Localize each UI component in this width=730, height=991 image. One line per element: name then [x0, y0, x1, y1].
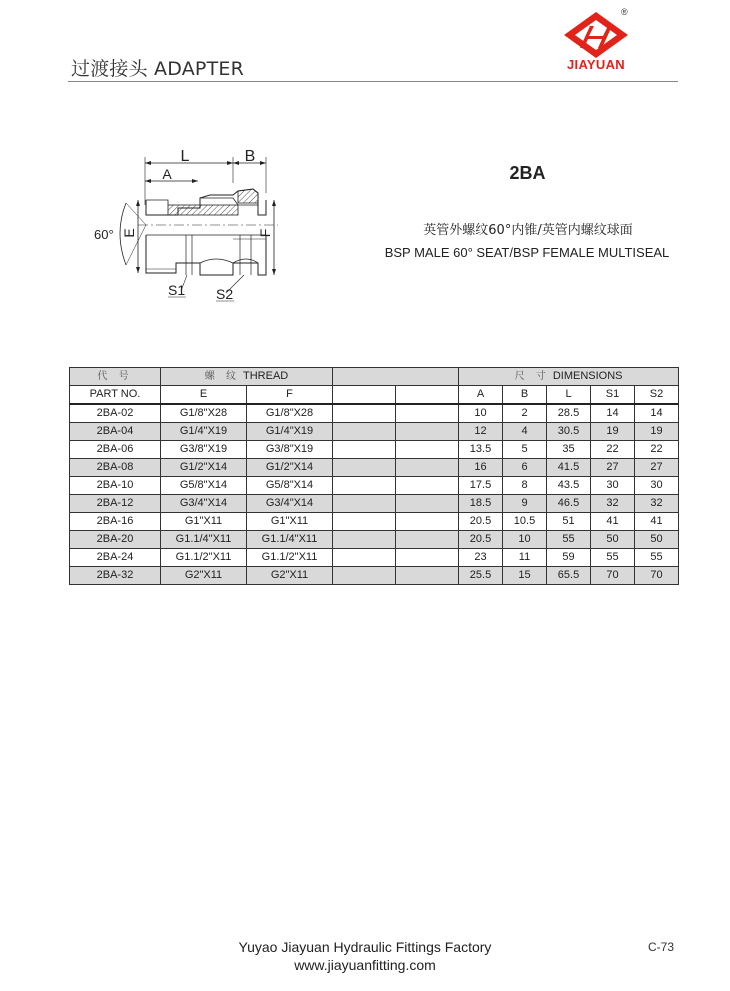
col-header: S1: [591, 386, 635, 405]
table-cell: 4: [503, 423, 547, 441]
table-cell: 35: [547, 441, 591, 459]
product-description-en: BSP MALE 60° SEAT/BSP FEMALE MULTISEAL: [384, 245, 670, 260]
table-cell: G2"X11: [247, 567, 333, 585]
table-cell: [333, 423, 396, 441]
table-cell: 8: [503, 477, 547, 495]
col-header: PART NO.: [70, 386, 161, 405]
table-cell: 50: [635, 531, 679, 549]
table-cell: [333, 513, 396, 531]
table-row: [70, 477, 679, 495]
table-cell: [396, 531, 459, 549]
table-cell: G1.1/2"X11: [161, 549, 247, 567]
table-cell: 15: [503, 567, 547, 585]
table-cell: 6: [503, 459, 547, 477]
footer-company: Yuyao Jiayuan Hydraulic Fittings Factory: [238, 939, 492, 955]
table-cell: G1/8"X28: [161, 404, 247, 423]
table-cell: G3/4"X14: [247, 495, 333, 513]
table-cell: G3/8"X19: [247, 441, 333, 459]
table-cell: [396, 441, 459, 459]
col-header: A: [459, 386, 503, 405]
table-row: [70, 441, 679, 459]
dimensions-header: 尺 寸 DIMENSIONS: [459, 368, 679, 386]
table-cell: 41: [591, 513, 635, 531]
header-divider: [68, 81, 678, 82]
table-cell: [396, 404, 459, 423]
label-e: E: [121, 228, 137, 238]
table-cell: G1/4"X19: [161, 423, 247, 441]
table-cell: [396, 495, 459, 513]
table-cell: [333, 459, 396, 477]
table-cell: 10: [503, 531, 547, 549]
table-cell: 19: [635, 423, 679, 441]
table-cell: 19: [591, 423, 635, 441]
table-cell: 5: [503, 441, 547, 459]
table-cell: 43.5: [547, 477, 591, 495]
table-cell: 20.5: [459, 531, 503, 549]
label-a: A: [162, 166, 172, 182]
fitting-drawing: [88, 143, 288, 308]
table-row: [70, 495, 679, 513]
table-row: [70, 567, 679, 585]
table-row: [70, 404, 679, 423]
table-row: [70, 549, 679, 567]
table-cell: 32: [591, 495, 635, 513]
table-cell: 18.5: [459, 495, 503, 513]
table-cell: 70: [591, 567, 635, 585]
table-cell: 32: [635, 495, 679, 513]
table-cell: 25.5: [459, 567, 503, 585]
table-cell: G5/8"X14: [247, 477, 333, 495]
table-cell: 65.5: [547, 567, 591, 585]
table-cell: G1.1/2"X11: [247, 549, 333, 567]
table-cell: 2BA-24: [70, 549, 161, 567]
table-cell: 70: [635, 567, 679, 585]
table-cell: 51: [547, 513, 591, 531]
col-header: L: [547, 386, 591, 405]
table-cell: [396, 477, 459, 495]
product-code: 2BA: [509, 163, 546, 183]
table-cell: [396, 459, 459, 477]
spec-table: [69, 367, 679, 585]
page-title: 过渡接头 ADAPTER: [71, 58, 245, 80]
table-cell: 2BA-02: [70, 404, 161, 423]
table-cell: 27: [635, 459, 679, 477]
table-header-row-1: [70, 368, 679, 386]
table-cell: 23: [459, 549, 503, 567]
table-cell: 55: [547, 531, 591, 549]
table-cell: 2BA-16: [70, 513, 161, 531]
table-row: [70, 531, 679, 549]
blank-header: [333, 368, 459, 386]
table-cell: 27: [591, 459, 635, 477]
table-cell: G1"X11: [247, 513, 333, 531]
table-cell: G1/2"X14: [161, 459, 247, 477]
table-cell: 30.5: [547, 423, 591, 441]
table-cell: [396, 567, 459, 585]
table-cell: 17.5: [459, 477, 503, 495]
table-cell: 11: [503, 549, 547, 567]
table-cell: 2BA-08: [70, 459, 161, 477]
table-cell: [333, 404, 396, 423]
table-cell: 2: [503, 404, 547, 423]
table-cell: 41: [635, 513, 679, 531]
col-header: [396, 386, 459, 405]
table-cell: 2BA-04: [70, 423, 161, 441]
table-cell: 30: [591, 477, 635, 495]
table-cell: [396, 423, 459, 441]
label-b: B: [244, 148, 256, 165]
table-cell: 55: [635, 549, 679, 567]
col-header: F: [247, 386, 333, 405]
table-cell: 22: [635, 441, 679, 459]
table-cell: [333, 549, 396, 567]
label-s1: S1: [168, 282, 186, 298]
table-cell: G1.1/4"X11: [247, 531, 333, 549]
table-cell: 41.5: [547, 459, 591, 477]
page-number: C-73: [648, 940, 675, 954]
table-cell: 46.5: [547, 495, 591, 513]
table-cell: [333, 567, 396, 585]
table-cell: G1/4"X19: [247, 423, 333, 441]
col-header: [333, 386, 396, 405]
table-cell: 12: [459, 423, 503, 441]
table-cell: 9: [503, 495, 547, 513]
table-cell: 20.5: [459, 513, 503, 531]
table-cell: 2BA-32: [70, 567, 161, 585]
table-cell: 2BA-12: [70, 495, 161, 513]
col-header: S2: [635, 386, 679, 405]
table-cell: G1/8"X28: [247, 404, 333, 423]
table-cell: 30: [635, 477, 679, 495]
table-cell: G1"X11: [161, 513, 247, 531]
table-header-row-2: [70, 386, 679, 405]
footer-website: www.jiayuanfitting.com: [294, 957, 436, 973]
label-l: L: [180, 148, 190, 165]
col-header: B: [503, 386, 547, 405]
table-cell: 14: [635, 404, 679, 423]
logo-text: JIAYUAN: [567, 57, 625, 72]
label-s2: S2: [216, 286, 234, 302]
table-cell: 50: [591, 531, 635, 549]
table-cell: [396, 513, 459, 531]
table-cell: 13.5: [459, 441, 503, 459]
registered-mark: ®: [621, 7, 628, 17]
table-cell: 22: [591, 441, 635, 459]
table-cell: [333, 477, 396, 495]
table-cell: G3/4"X14: [161, 495, 247, 513]
table-cell: 59: [547, 549, 591, 567]
table-cell: 14: [591, 404, 635, 423]
table-cell: G2"X11: [161, 567, 247, 585]
part-header-cn: 代 号: [70, 368, 161, 386]
table-cell: 10: [459, 404, 503, 423]
table-cell: [396, 549, 459, 567]
table-cell: G3/8"X19: [161, 441, 247, 459]
table-row: [70, 513, 679, 531]
table-cell: [333, 441, 396, 459]
table-cell: G5/8"X14: [161, 477, 247, 495]
table-cell: 2BA-20: [70, 531, 161, 549]
table-cell: 2BA-06: [70, 441, 161, 459]
label-angle: 60°: [94, 227, 114, 242]
table-cell: [333, 495, 396, 513]
table-cell: [333, 531, 396, 549]
table-cell: 2BA-10: [70, 477, 161, 495]
table-cell: G1.1/4"X11: [161, 531, 247, 549]
table-cell: 55: [591, 549, 635, 567]
table-cell: G1/2"X14: [247, 459, 333, 477]
label-f: F: [257, 228, 273, 238]
table-cell: 28.5: [547, 404, 591, 423]
thread-header: 螺 纹 THREAD: [161, 368, 333, 386]
table-row: [70, 459, 679, 477]
col-header: E: [161, 386, 247, 405]
table-row: [70, 423, 679, 441]
product-description-cn: 英管外螺纹60°内锥/英管内螺纹球面: [423, 223, 633, 238]
table-cell: 16: [459, 459, 503, 477]
table-cell: 10.5: [503, 513, 547, 531]
